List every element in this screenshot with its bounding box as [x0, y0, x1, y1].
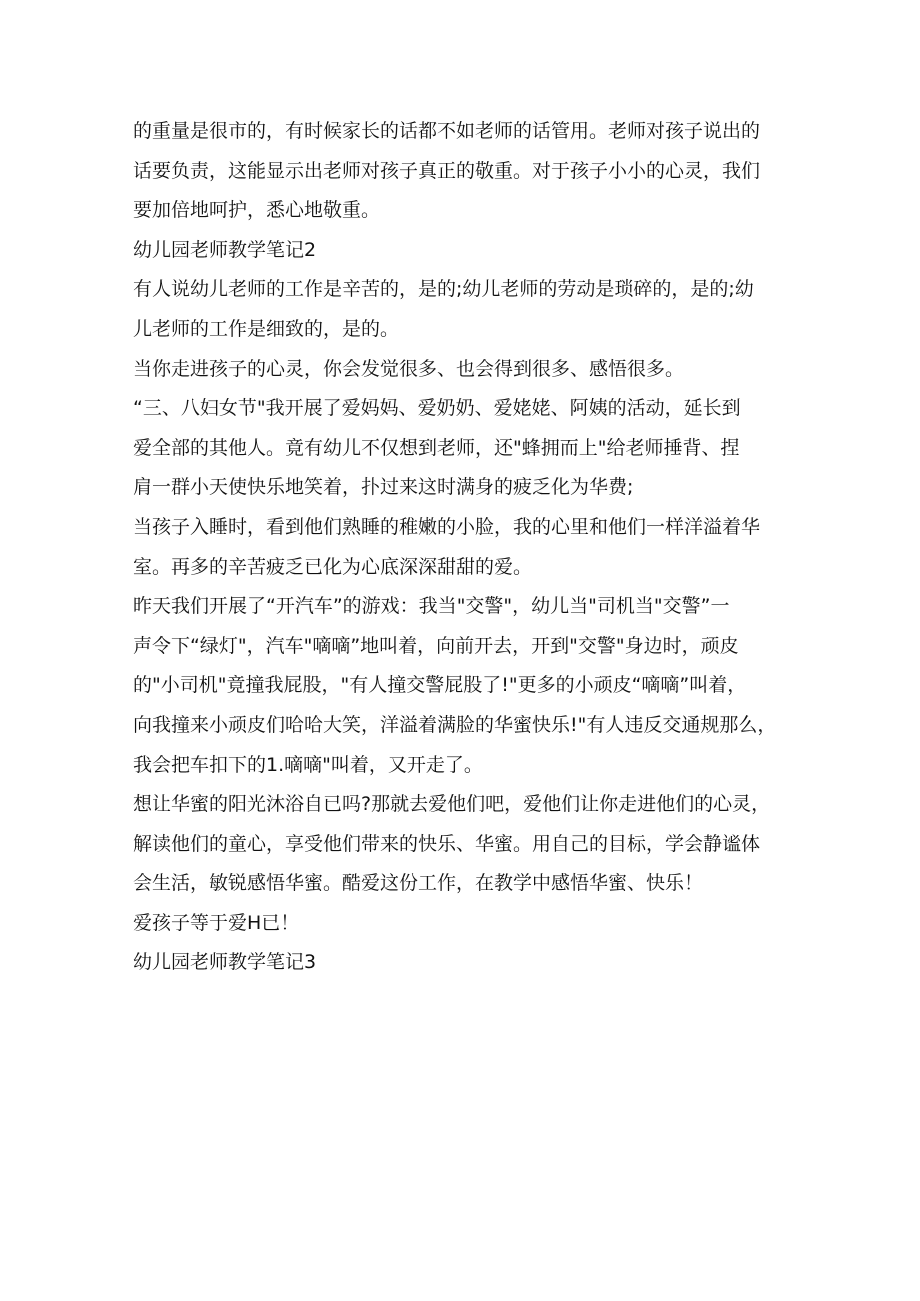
paragraph-line: 想让华蜜的阳光沐浴自已吗?那就去爱他们吧，爱他们让你走进他们的心灵， — [133, 793, 771, 816]
paragraph-line: 解读他们的童心，享受他们带来的快乐、华蜜。用自己的目标，学会静谧体 — [133, 832, 761, 855]
paragraph-line: 肩一群小天使快乐地笑着，扑过来这时满身的疲乏化为华费; — [133, 476, 634, 499]
paragraph-line: 的重量是很市的，有时候家长的话都不如老师的话管用。老师对孩子说出的 — [133, 120, 761, 142]
heading-text: 幼儿园老师教学笔记3 — [133, 951, 317, 974]
paragraph-line: 当你走进孩子的心灵，你会发觉很多、也会得到很多、感悟很多。 — [133, 357, 685, 380]
paragraph-line: 昨天我们开展了“开汽车”的游戏：我当"交警"，幼儿当"司机当"交警”一 — [133, 595, 730, 618]
paragraph — [133, 508, 801, 587]
paragraph-line: “三、八妇女节"我开展了爱妈妈、爱奶奶、爱姥姥、阿姨的活动，延长到 — [133, 397, 741, 420]
paragraph-line: 室。再多的辛苦疲乏已化为心底深深甜甜的爱。 — [133, 555, 533, 578]
paragraph — [133, 112, 801, 231]
heading-text: 幼儿园老师教学笔记2 — [133, 238, 317, 261]
paragraph — [133, 587, 801, 785]
paragraph-line: 爱孩子等于爱H已！ — [133, 911, 300, 934]
paragraph — [133, 904, 801, 944]
paragraph — [133, 389, 801, 508]
section-heading — [133, 231, 801, 271]
paragraph-line: 声令下“绿灯"，汽车"嘀嘀”地叫着，向前开去，开到"交警"身边时，顽皮 — [133, 634, 739, 657]
paragraph-line: 爱全部的其他人。竟有幼儿不仅想到老师，还"蜂拥而上"给老师捶背、捏 — [133, 436, 740, 459]
paragraph-line: 的"小司机"竟撞我屁股，"有人撞交警屁股了!"更多的小顽皮“嘀嘀”叫着， — [133, 674, 747, 697]
paragraph-line: 我会把车扣下的1.嘀嘀"叫着，又开走了。 — [133, 753, 483, 776]
paragraph — [133, 785, 801, 904]
paragraph-line: 会生活，敏锐感悟华蜜。酷爱这份工作，在教学中感悟华蜜、快乐！ — [133, 872, 704, 895]
paragraph-line: 要加倍地呵护，悉心地敬重。 — [133, 199, 381, 222]
paragraph-line: 话要负责，这能显示出老师对孩子真正的敬重。对于孩子小小的心灵，我们 — [133, 159, 761, 182]
paragraph-line: 有人说幼儿老师的工作是辛苦的，是的;幼儿老师的劳动是琐碎的，是的;幼 — [133, 278, 754, 301]
paragraph-line: 向我撞来小顽皮们哈哈大笑，洋溢着满脸的华蜜快乐!"有人违反交通规那么， — [133, 713, 777, 736]
paragraph-line: 当孩子入睡时，看到他们熟睡的稚嫩的小脸，我的心里和他们一样洋溢着华 — [133, 515, 761, 538]
paragraph — [133, 270, 801, 349]
paragraph — [133, 350, 801, 390]
section-heading — [133, 943, 801, 983]
paragraph-line: 儿老师的工作是细致的，是的。 — [133, 317, 400, 340]
document-body — [133, 112, 801, 983]
